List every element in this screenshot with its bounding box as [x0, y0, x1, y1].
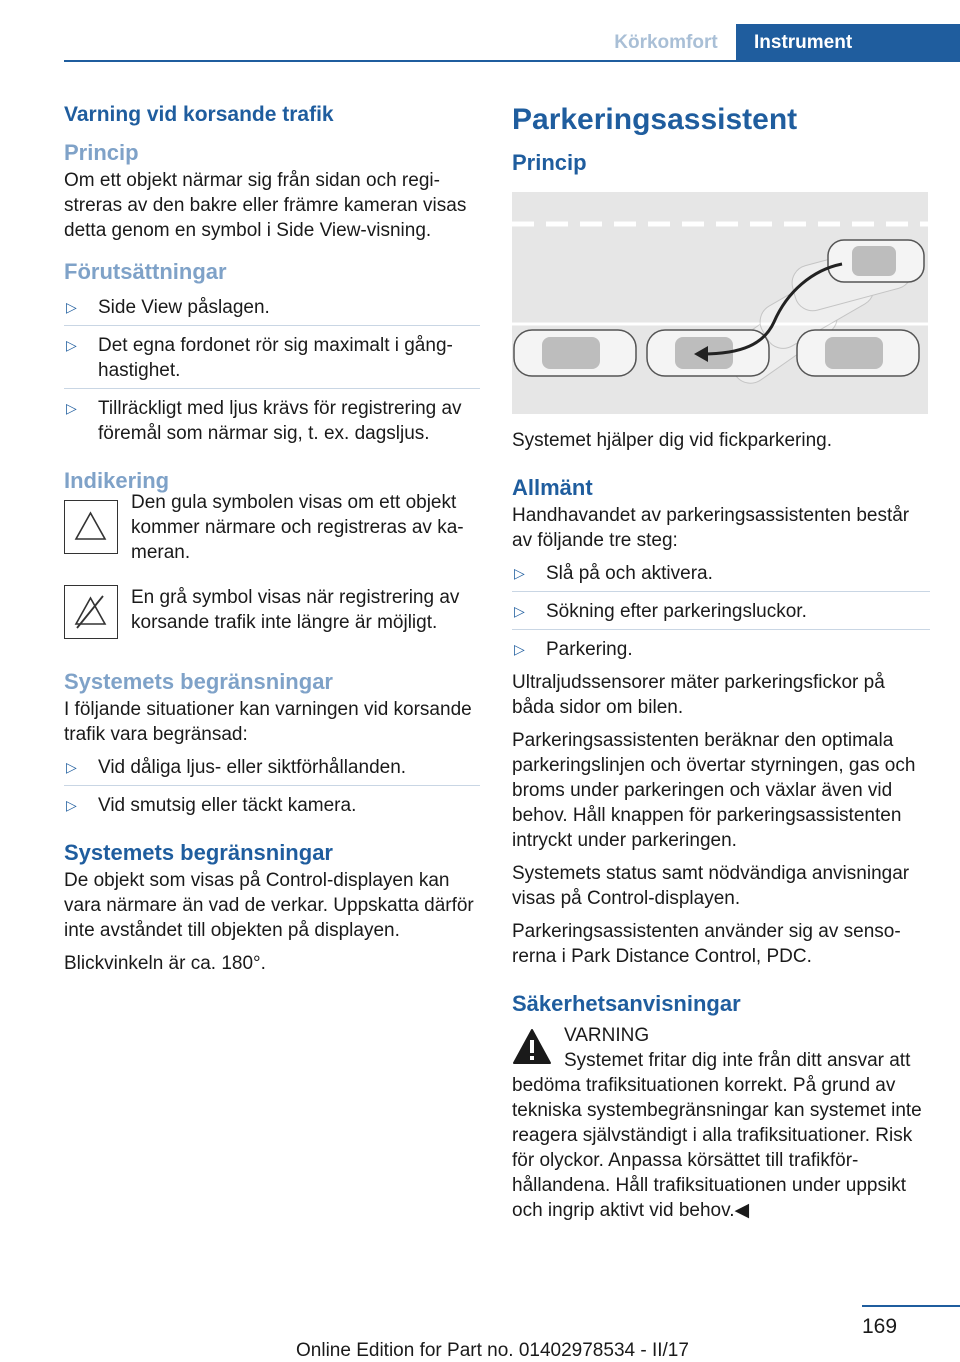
warning-text: Systemet fritar dig inte från ditt ansvar att bedöma trafiksituationen korrekt. På grund av tekniska systembegränsningar kan systemet inte reagera självständigt i alla trafiksituationer. Risk för olyckor. Anpassa körsättet till trafikförhållandena. Håll trafiksituationen under uppsikt och ingrip aktivt vid behov.◀ [512, 1050, 922, 1221]
section-title-parkeringsassistent: Parkeringsassistent [512, 103, 798, 136]
tab-instrument[interactable]: Instrument [736, 24, 960, 62]
begransningar-2-text: De objekt som visas på Control-displayen kan vara närmare än vad de verkar. Uppskatta därför inte avståndet till objekten på displayen. [64, 870, 474, 941]
indikering-yellow-text: Den gula symbolen visas om ett objekt kommer närmare och registreras av kameran. [131, 492, 464, 563]
heading-forutsattningar: Förutsättningar [64, 259, 227, 284]
warning-triangle-outline-icon [64, 500, 118, 554]
allmant-text: Handhavandet av parkeringsassistenten består av följande tre steg: [512, 505, 910, 551]
warning-triangle-filled-icon [512, 1027, 552, 1067]
blickvinkel-text: Blickvinkeln är ca. 180°. [64, 953, 266, 974]
heading-begransningar-2: Systemets begränsningar [64, 840, 333, 865]
tab-korkomfort[interactable]: Körkomfort [614, 32, 718, 53]
triangle-right-outline-icon: ▷ [514, 565, 525, 581]
warning-label: VARNING [564, 1025, 650, 1046]
indikering-gray-row [64, 585, 480, 647]
heading-princip-right: Princip [512, 150, 587, 175]
paragraph-ultraljud: Ultraljudssensorer mäter parkeringsfickor på båda sidor om bilen. [512, 672, 885, 718]
left-column [64, 100, 480, 976]
paragraph-sensorer: Parkeringsassistenten använder sig av sensorerna i Park Distance Control, PDC. [512, 921, 901, 967]
triangle-right-outline-icon: ▷ [66, 797, 77, 813]
list-item: ▷ Tillräckligt med ljus krävs för registrering av föremål som närmar sig, t. ex. dagsljus. [66, 398, 462, 444]
list-item: ▷ Side View påslagen. [64, 295, 480, 320]
list-item: ▷ Sökning efter parkeringsluckor. [512, 599, 930, 624]
heading-indikering: Indikering [64, 468, 170, 493]
footer-rule [862, 1305, 960, 1307]
list-item: ▷ Slå på och aktivera. [512, 561, 930, 586]
paragraph-berakning: Parkeringsassistenten beräknar den optimala parkeringslinjen och övertar styrningen, gas och broms under parkeringen och växlar även vid behov. Håll knappen för parkeringsassistenten intryckt under parkeringen. [512, 730, 916, 851]
list-allmant [512, 561, 930, 662]
list-item: ▷ Det egna fordonet rör sig maximalt i gånghastighet. [64, 333, 480, 383]
triangle-right-outline-icon: ▷ [66, 299, 77, 315]
indikering-yellow-row [64, 466, 480, 565]
header-rule [64, 60, 960, 62]
paragraph-status: Systemets status samt nödvändiga anvisningar visas på Control-displayen. [512, 863, 910, 909]
indikering-gray-text: En grå symbol visas när registrering av korsande trafik inte längre är möjligt. [131, 587, 460, 633]
heading-sakerhet: Säkerhetsanvisningar [512, 991, 741, 1016]
warning-block [512, 1019, 930, 1223]
page-number: 169 [862, 1315, 898, 1338]
list-begransningar [64, 755, 480, 818]
list-item: ▷ Parkering. [514, 639, 633, 660]
parking-illustration [512, 192, 928, 414]
triangle-right-outline-icon: ▷ [66, 337, 77, 353]
triangle-right-outline-icon: ▷ [514, 641, 525, 657]
right-column [512, 100, 930, 1223]
footer-edition: Online Edition for Part no. 01402978534 - II/17 [296, 1340, 689, 1361]
heading-allmant: Allmänt [512, 475, 593, 500]
triangle-right-outline-icon: ▷ [514, 603, 525, 619]
figure-caption: Systemet hjälper dig vid fickparkering. [512, 430, 832, 451]
list-item: ▷ Vid dåliga ljus- eller siktförhållanden. [64, 755, 480, 780]
list-forutsattningar [64, 295, 480, 446]
begransningar-1-text: I följande situationer kan varningen vid korsande trafik vara begränsad: [64, 699, 472, 745]
princip-text: Om ett objekt närmar sig från sidan och registreras av den bakre eller främre kameran visas detta genom en symbol i Side View-visning. [64, 170, 467, 241]
triangle-right-outline-icon: ▷ [66, 759, 77, 775]
triangle-right-outline-icon: ▷ [66, 400, 77, 416]
section-title-cross-traffic: Varning vid korsande trafik [64, 103, 334, 126]
list-item: ▷ Vid smutsig eller täckt kamera. [66, 795, 357, 816]
heading-princip: Princip [64, 140, 139, 165]
warning-triangle-crossed-icon [64, 585, 118, 639]
heading-begransningar-1: Systemets begränsningar [64, 669, 333, 694]
